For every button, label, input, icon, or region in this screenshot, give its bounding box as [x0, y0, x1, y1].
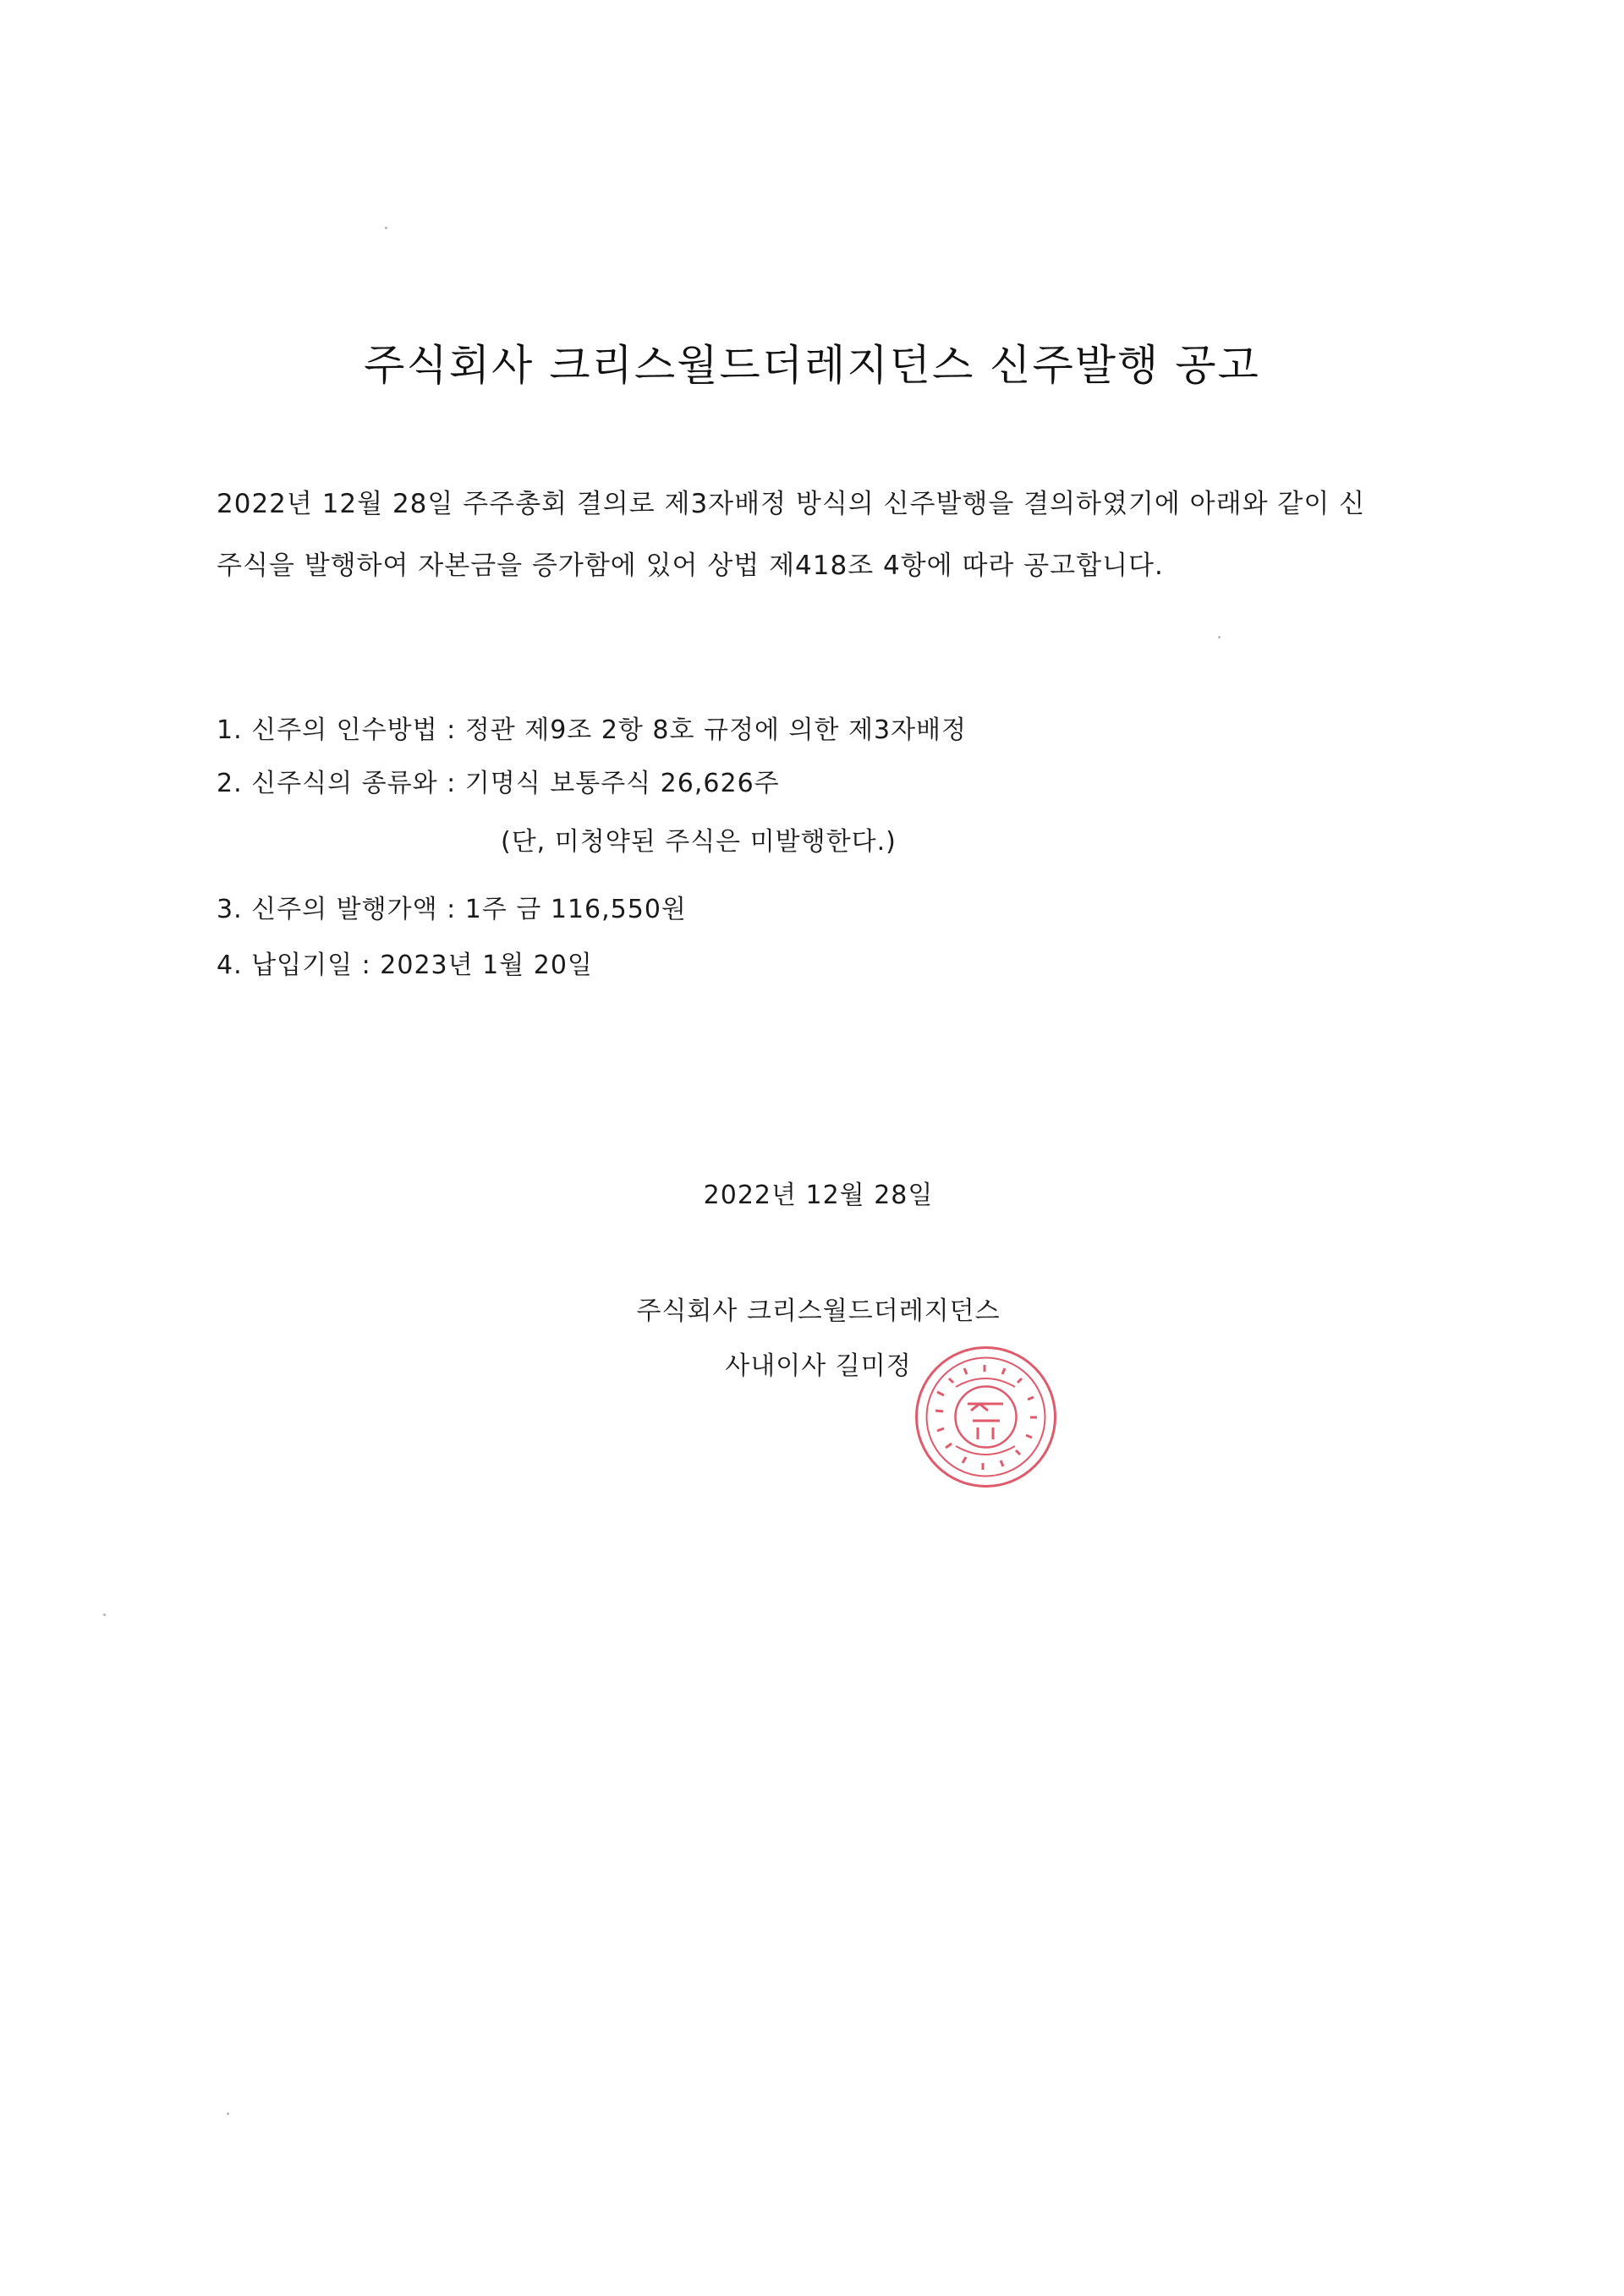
list-item-text: (단, 미청약된 주식은 미발행한다.) — [501, 827, 897, 857]
scan-speck — [1218, 636, 1221, 638]
list-item — [217, 944, 593, 981]
list-item-note — [501, 820, 897, 858]
intro-line-2: 주식을 발행하여 자본금을 증가함에 있어 상법 제418조 4항에 따라 공고합니다. — [217, 551, 1164, 581]
list-item-text: 신주식의 종류와 : 기명식 보통주식 26,626주 — [251, 769, 780, 798]
list-item-number: 4. — [217, 951, 243, 980]
signer-name: 사내이사 길미정 — [725, 1351, 912, 1381]
list-item — [217, 762, 780, 799]
document-date: 2022년 12월 28일 — [703, 1181, 934, 1210]
list-item-number: 3. — [217, 895, 243, 924]
list-item — [217, 888, 687, 925]
company-seal-icon — [912, 1343, 1060, 1491]
scan-speck — [227, 2112, 229, 2115]
list-item — [217, 709, 967, 746]
list-item-text: 신주의 발행가액 : 1주 금 116,550원 — [251, 895, 687, 924]
page-title: 주식회사 크리스월드더레지던스 신주발행 공고 — [364, 341, 1260, 390]
list-item-number: 2. — [217, 769, 243, 798]
list-item-text: 신주의 인수방법 : 정관 제9조 2항 8호 규정에 의한 제3자배정 — [251, 715, 968, 745]
list-item-text: 납입기일 : 2023년 1월 20일 — [251, 951, 593, 980]
company-name: 주식회사 크리스월드더레지던스 — [636, 1296, 1001, 1326]
scan-speck — [103, 1614, 106, 1616]
list-item-number: 1. — [217, 715, 243, 745]
scan-speck — [385, 227, 387, 229]
intro-line-1: 2022년 12월 28일 주주총회 결의로 제3자배정 방식의 신주발행을 결의하였기에 아래와 같이 신 — [217, 489, 1366, 519]
